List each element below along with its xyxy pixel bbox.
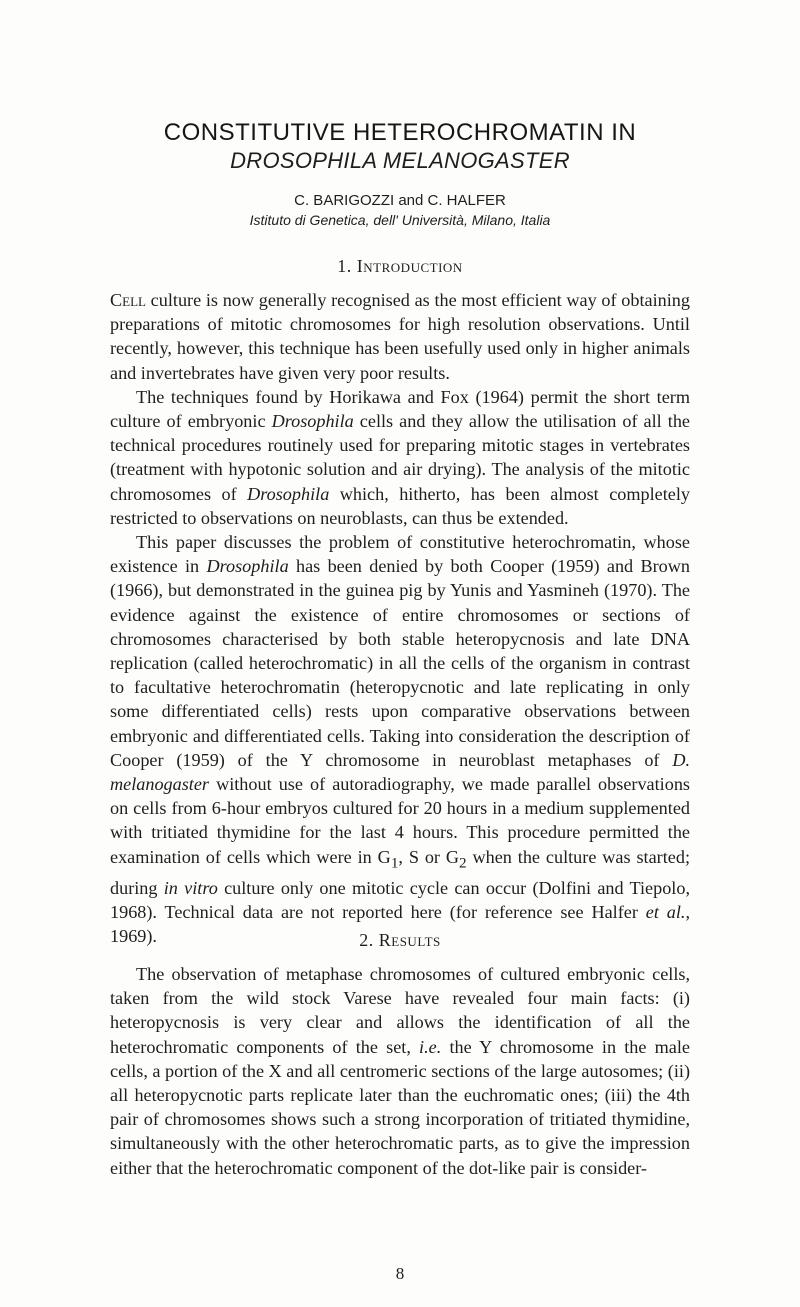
text-run: cells and they allow the utilisation of all the technical procedures routinely used for preparing mitotic stages in vertebrates (treatment with hypotonic solution and air drying). The analysis of the mitotic chromosomes of — [110, 411, 690, 504]
paragraph — [110, 385, 690, 530]
paper-subtitle: DROSOPHILA MELANOGASTER — [230, 148, 570, 173]
text-run: which, hitherto, has been almost completely restricted to observations on neuroblasts, can thus be extended. — [110, 483, 690, 528]
subscript: 1 — [390, 854, 399, 872]
section-number: 1. — [337, 256, 352, 276]
drop-word: Cell — [110, 290, 146, 310]
section-heading-introduction — [0, 254, 800, 278]
subscript: 2 — [459, 854, 467, 872]
results-body — [110, 962, 690, 1180]
text-run: The observation of metaphase chromosomes of cultured embryonic cells, taken from the wild stock Varese have revealed four main facts: (i) heteropycnosis is very clear and allows the identification of all the heterochromatic components of the set, — [110, 964, 690, 1057]
text-run: This paper discusses the problem of constitutive heterochromatin, whose existence in — [110, 532, 690, 577]
introduction-body — [110, 288, 690, 948]
text-run: , 1969). — [110, 901, 690, 946]
italic-term: D. melanogaster — [110, 749, 690, 795]
affiliation: Istituto di Genetica, dell' Università, Milano, Italia — [249, 212, 551, 228]
section-heading-results — [0, 928, 800, 952]
italic-term: Drosophila — [271, 411, 354, 432]
text-run: culture only one mitotic cycle can occur (Dolfini and Tiepolo, 1968). Technical data are not reported here (for reference see Halfer — [110, 877, 690, 922]
italic-term: Drosophila — [247, 483, 330, 504]
text-run: The techniques found by Horikawa and Fox (1964) permit the short term culture of embryonic — [110, 386, 690, 432]
section-title: Introduction — [356, 256, 463, 276]
authors: C. BARIGOZZI and C. HALFER — [294, 192, 506, 209]
italic-term: i.e. — [419, 1036, 442, 1057]
italic-term: et al. — [645, 901, 686, 922]
text-run: without use of autoradiography, we made parallel observations on cells from 6-hour embryos cultured for 20 hours in a medium supplemented with tritiated thymidine for the last 4 hours. This procedure permitted the examination of cells which were in G — [110, 774, 690, 867]
text-run: , S or G — [398, 846, 460, 867]
paragraph — [110, 530, 690, 948]
text-run: has been denied by both Cooper (1959) and Brown (1966), but demonstrated in the guinea pig by Yunis and Yasmineh (1970). The evidence against the existence of entire chromosomes or sections of chromosomes characterised by both stable heteropycnosis and late DNA replication (called heterochromatic) in all the cells of the organism in contrast to facultative heterochromatin (heteropycnotic and late replicating in only some differentiated cells) rests upon comparative observations between embryonic and differentiated cells. Taking into consideration the description of Cooper (1959) of the Y chromosome in neuroblast metaphases of — [110, 556, 690, 770]
paragraph — [110, 288, 690, 385]
italic-term: in vitro — [163, 877, 218, 898]
italic-term: Drosophila — [206, 556, 289, 577]
paper-title: CONSTITUTIVE HETEROCHROMATIN IN — [163, 119, 637, 146]
page-number: 8 — [395, 1264, 405, 1283]
section-number: 2. — [359, 930, 374, 950]
text-run: culture is now generally recognised as the most efficient way of obtaining preparations of mitotic chromosomes for high resolution observations. Until recently, however, this technique has been usefully used only in higher animals and invertebrates have given very poor results. — [110, 290, 690, 383]
section-title: Results — [378, 930, 441, 950]
paragraph — [110, 962, 690, 1180]
text-run: the Y chromosome in the male cells, a portion of the X and all centromeric sections of the large autosomes; (ii) all heteropycnotic parts replicate later than the euchromatic ones; (iii) the 4th pair of chromosomes shows such a strong incorporation of tritiated thymidine, simultaneously with the other heterochromatic parts, as to give the impression either that the heterochromatic component of the dot-like pair is consider- — [110, 1036, 690, 1178]
text-run: when the culture was started; during — [110, 846, 690, 898]
